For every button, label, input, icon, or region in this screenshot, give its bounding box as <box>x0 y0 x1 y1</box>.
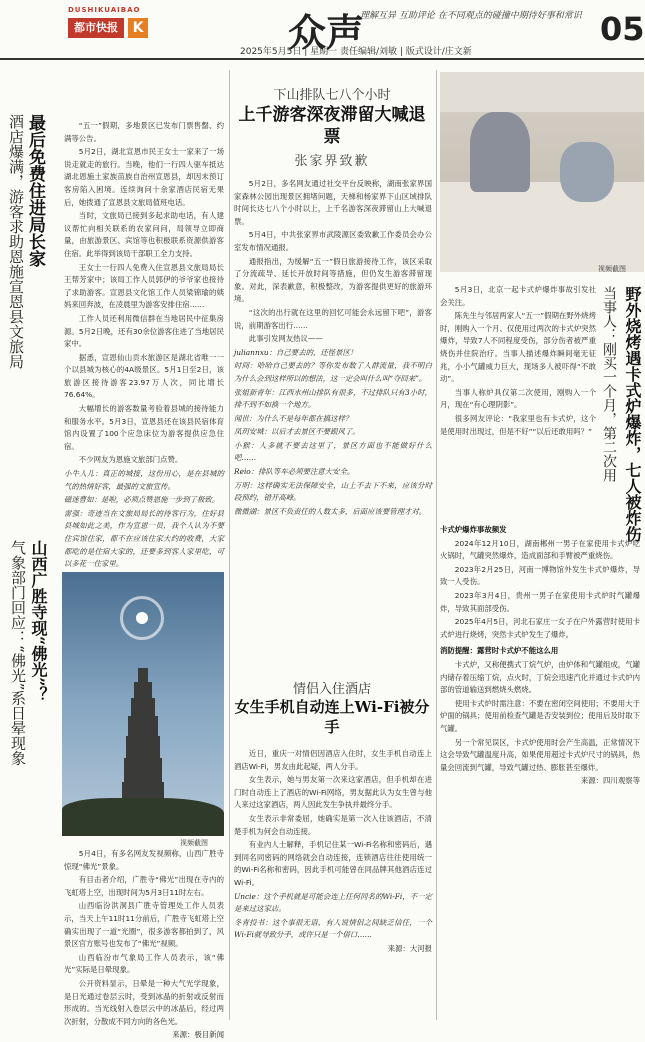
reader-comment: 冬青投书：这个事很无语，有人说情侣之间缺乏信任，一个Wi-Fi就导致分手，或许只是一个借口…… <box>234 917 432 940</box>
paragraph: 近日，重庆一对情侣因酒店入住时，女生手机自动连上酒店Wi-Fi，男友由此起疑，两人分手。 <box>234 749 432 771</box>
paragraph: 2023年2月25日，河南一博物馆外发生卡式炉爆炸，导致一人受伤。 <box>440 564 640 587</box>
section-subhead: 卡式炉爆炸事故频发 <box>440 525 507 534</box>
reader-comment: Uncie：这个手机就是可能会连上任何同名的Wi-Fi，不一定是来过这家店。 <box>234 891 432 914</box>
photo-caption: 视频截图 <box>598 265 626 273</box>
middle-headline-1: 上千游客深夜滞留大喊退票 <box>238 105 426 147</box>
paragraph: 5月2日，湖北宣恩市民王女士一家来了一场说走就走的旅行。当晚，他们一行四人驱车抵达湖北恩施土家族苗族自治州宣恩县，却因未预订客房陷入困境。连续询问十余家酒店民宿无果后，她拨通了宣恩县文旅局值班电话。 <box>64 147 224 207</box>
left-article-1 <box>64 120 224 569</box>
paragraph: 另一个常见误区，卡式炉使用时会产生高温，正常情况下这会导致气罐温度升高，如果使用超过卡式炉尺寸的锅具，热量会回流到气罐，导致气罐过热、膨胀甚至爆炸。 <box>440 737 640 772</box>
middle-article-2 <box>234 748 432 1020</box>
issue-meta: 2025年5月5日 | 星期一 责任编辑/刘敏 | 版式设计/庄文新 <box>240 47 472 57</box>
sun <box>136 612 148 624</box>
paragraph: 5月4日，有多名网友发视频称，山西广胜寺惊现“佛光”景象。 <box>64 849 224 871</box>
paragraph: 不少网友为恩施文旅部门点赞。 <box>78 455 183 465</box>
paragraph: 公开资料显示，日晕是一种大气光学现象，是日光通过卷层云时，受到冰晶的折射或反射而形成的。当光线射入卷层云中的冰晶后，经过两次折射，分散成不同方向的各色光。 <box>64 978 224 1026</box>
column-divider <box>229 70 230 1020</box>
trees-silhouette <box>62 798 224 836</box>
paragraph: 2025年4月5日，河北石家庄一女子在户外露营时使用卡式炉进行烧烤，突然卡式炉发生了爆炸。 <box>440 617 640 639</box>
middle-headline-2: 女生手机自动连上Wi-Fi被分手 <box>234 698 430 736</box>
paragraph: 有目击者介绍，广胜寺“佛光”出现在寺内的飞虹塔上空，出现时间为5月3日11时左右。 <box>64 875 224 897</box>
paragraph: 有业内人士解释，手机记住某一Wi-Fi名称和密码后，遇到同名同密码的网络就会自动连接，连锁酒店往往使用统一的Wi-Fi名称和密码，因此手机可能曾在同品牌其他酒店连过Wi-Fi。 <box>234 840 432 887</box>
reader-comment: 张姐新青年：江西水州山排队有很多，不过排队只有3小时，排不到不如换一个地方。 <box>234 387 432 410</box>
left-subheadline-2: 气象部门回应：“佛光”系日晕现象 <box>9 540 27 766</box>
reader-comment: juliannxu：自己要去的，还怪景区！ <box>234 347 358 357</box>
section-title: 众声 <box>288 10 365 55</box>
brand-k-icon: K <box>128 18 148 38</box>
person-figure <box>560 142 614 202</box>
article-source: 来源：大河报 <box>387 943 432 953</box>
hospital-bed <box>440 182 644 272</box>
paragraph: 5月3日，北京一起卡式炉爆炸事故引发社会关注。 <box>440 285 596 307</box>
paragraph: 女生表示，她与男友第一次来这家酒店，但手机却在进门时自动连上了酒店的Wi-Fi网络，男友据此认为女生曾与他人来过这家酒店，两人因此发生争执并最终分手。 <box>234 775 432 810</box>
pagoda-halo-photo <box>62 572 224 836</box>
paragraph: 王女士一行四人免费入住宣恩县文旅局局长王帮芳家中；该局工作人员郭伊的爷爷家也接待了求助游客。宣恩县文化馆工作人员梁锦瑜的姨妈来回奔波，在凌晨里为游客安排住宿…… <box>64 262 224 310</box>
paragraph: “五一”假期，多地景区已发布门票售罄、约满等公告。 <box>64 121 224 143</box>
paragraph: 2024年12月10日，湖南郴州一男子在家使用卡式炉吃火锅时，气罐突然爆炸，造成面部和手臂被严重烧伤。 <box>440 538 640 561</box>
paragraph: 使用卡式炉时需注意：不要在密闭空间使用；不要用大于炉面的锅具；使用前检查气罐是否安装到位；使用后及时取下气罐。 <box>440 698 640 733</box>
left-subheadline-1: 酒店爆满，游客求助恩施宣恩县文旅局 <box>7 114 25 369</box>
paragraph: 山西临汾市气象局工作人员表示，该“佛光”实际是日晕现象。 <box>64 952 224 975</box>
reader-comment: 雷强：奇迹当在文旅局局长的待客行为，住好县县城如此之美，作为宣恩一员，我个人认为不要住宾馆住家，都不在应该住家大约的收费，大家都吃的是住宿大家的，还要多到客人家里吃，可以多花一住家里。 <box>64 508 224 569</box>
paragraph: 5月4日，中共张家界市武陵源区委致歉工作委员会办公室发布情况通报。 <box>234 230 432 252</box>
reader-comment: 小牛人儿：真正的城接，这份用心，是在县城的气的热情好客，最强的文旅宣传。 <box>64 469 224 491</box>
paragraph: 陈先生与邻居两家人“五一”假期在野外烧烤时，刚购入一个月、仅使用过两次的卡式炉突然爆炸，导致7人不同程度受伤，部分伤者被严重烧伤并住院治疗。当事人描述爆炸瞬间毫无征兆，小小气罐威力巨大，现场多人被吓得“不敢动”。 <box>440 311 596 384</box>
brand-english: DUSHIKUAIBAO <box>68 6 141 14</box>
middle-kicker-1: 下山排队七八个小时 <box>273 88 391 103</box>
reader-comment: 凤玥安城：以后才去景区不要跟风了。 <box>234 427 360 437</box>
paragraph: 当时，文旅局已接到多起求助电话，有人建议帮忙向相关联系的农家问问，局领导立即商量，由旅游景区、宾馆等也积极联系资源供游客住宿。此举得到该局干部职工全力支持。 <box>64 211 224 258</box>
wall <box>440 72 644 112</box>
paragraph: 通报指出，为缓解“五一”假日旅游接待工作，该区采取了分流疏导、延长开放时间等措施，但仍发生游客滞留现象。对此，深表歉意，积极整改，为游客提供更好的旅游环境。 <box>234 256 432 304</box>
middle-subhead-1: 张家界致歉 <box>294 154 370 169</box>
article-source: 来源：极目新闻 <box>172 1030 224 1040</box>
paragraph: 山西临汾洪洞县广胜寺管理处工作人员表示，当天上午11时11分前后，广胜寺飞虹塔上空确实出现了一道“光圈”，很多游客都拍到了，风景区官方账号也发布了“佛光”视频。 <box>64 901 224 949</box>
masthead <box>0 0 644 60</box>
paragraph: 2023年3月4日，贵州一男子在家使用卡式炉时气罐爆炸，导致其面部受伤。 <box>440 590 640 613</box>
reader-comment: 磁迷曹如：是啦，必须点赞恩施一步到了极致。 <box>64 495 220 505</box>
brand-chinese: 都市快报 <box>68 18 124 38</box>
paragraph: 当事人称炉具仅第二次使用，刚购入一个月，现在“有心理阴影”。 <box>440 387 596 410</box>
explosion-scene-photo <box>440 72 644 272</box>
reader-comment: 闻世：为什么不是每年都在搞这样？ <box>234 413 353 423</box>
right-subheadline: 当事人：刚买一个月，第二次用 <box>601 286 617 482</box>
middle-kicker-2: 情侣入住酒店 <box>292 682 371 697</box>
comments-heading: 此事引发网友热议—— <box>248 334 323 344</box>
masthead-rule <box>0 58 644 60</box>
reader-comment: Reio：排队等车必须要注意大安全。 <box>234 467 355 477</box>
left-headline-1: 最后免费住进局长家 <box>25 114 45 267</box>
paragraph: 很多网友评论：“我家里也有卡式炉，这个是使用时出现过，但是不好”“以后还敢用吗？” <box>440 413 596 436</box>
reader-comment: 时间：哈哈自己要去的？等你发布数了人群流量，我不明白为什么会到这样所以的想法，这一定会叫什么叫“夺回来”。 <box>234 361 432 383</box>
page-number: 05 <box>600 10 645 48</box>
paragraph: 据悉，宣恩仙山贡水旅游区是湖北省唯一一个以县城为核心的4A级景区。5月1日至2日，该旅游区接待游客23.97万人次，同比增长76.64%。 <box>64 352 224 400</box>
paragraph: 女生表示非常委屈，她确实是第一次入住该酒店，不清楚手机为何会自动连接。 <box>234 813 432 836</box>
newspaper-logo <box>68 6 180 40</box>
reader-comment: 小猴：人多就不要去这里了，景区方面也不能做好什么吧…… <box>234 440 432 463</box>
section-slogan: 理解互异 互助评论 在不同观点的碰撞中期待好事和常识 <box>360 11 582 21</box>
paragraph: 卡式炉，又称便携式丁烷气炉，由炉体和气罐组成，气罐内储存着压缩丁烷，点火时，丁烷会迅速汽化并通过卡式炉内部的管道输送到燃烧头燃烧。 <box>440 659 640 695</box>
article-source: 来源：四川观察等 <box>580 776 640 786</box>
left-article-2 <box>64 848 224 1040</box>
person-figure <box>470 112 530 192</box>
reader-comment: 万明：这样确实无法保障安全，山上不去下不来，应该分时段预约，错开高峰。 <box>234 480 432 503</box>
middle-article-1 <box>234 178 432 668</box>
column-divider <box>436 70 437 1020</box>
right-article-1 <box>440 284 596 514</box>
paragraph: 工作人员还利用微信群在当地居民中征集房源。5月2日晚，还有30余位游客住进了当地居民家中。 <box>64 313 224 349</box>
paragraph: 5月2日，多名网友通过社交平台反映称，湖南张家界国家森林公园出现景区拥堵问题，天梯和杨家界下山区域排队时间长达七八个小时以上，上千名游客深夜滞留山上大喊退票。 <box>234 179 432 226</box>
section-subhead: 消防提醒：露营时卡式炉不能这么用 <box>440 646 559 656</box>
right-article-2 <box>440 520 640 1000</box>
right-headline: 野外烧烤遇卡式炉爆炸，七人被炸伤 <box>623 286 642 542</box>
photo-caption: 视频截图 <box>180 839 208 847</box>
paragraph: “这次的出行就在这里的回忆可能会永远留下吧”，游客说，前期游客出行…… <box>234 307 432 330</box>
left-headline-2: 山西广胜寺现“佛光”？ <box>29 540 48 703</box>
reader-comment: 微微湖：景区不负责任的人数太多，后面应该要管理才对。 <box>234 506 427 516</box>
paragraph: 大幅增长的游客数量考验着县城的接待能力和服务水平。5月3日，宣恩县还在该县民宿体育馆内设置了100个应急床位为游客提供应急住宿。 <box>64 404 224 451</box>
